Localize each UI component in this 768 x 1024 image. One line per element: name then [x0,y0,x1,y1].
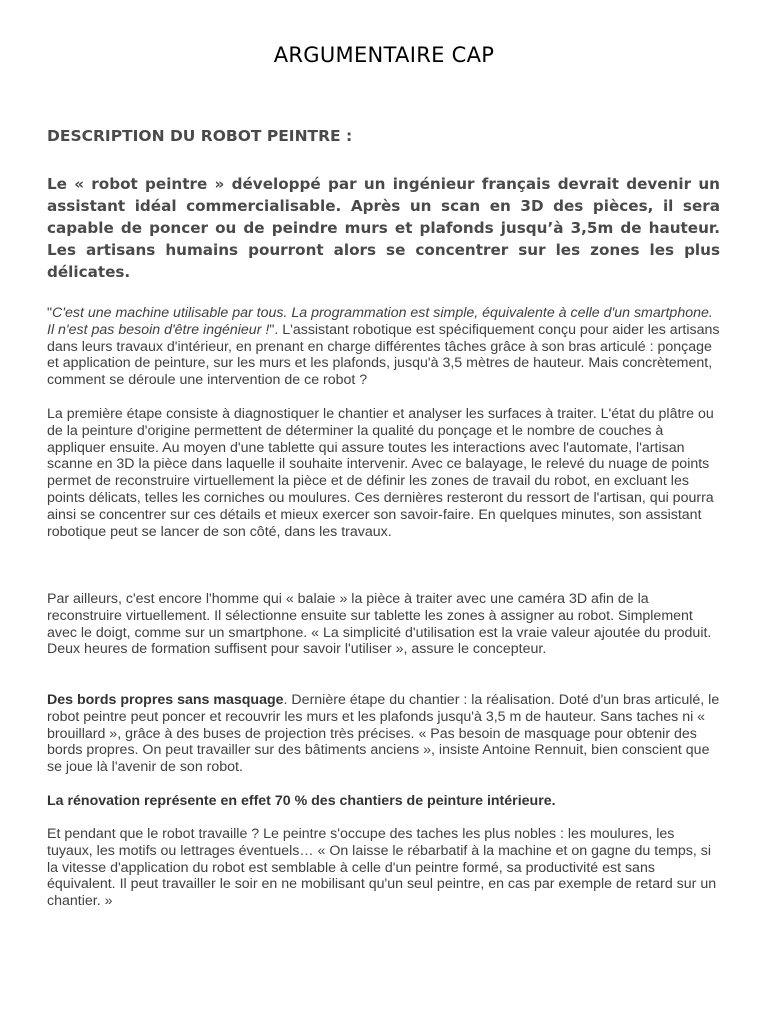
paragraph-first-step: La première étape consiste à diagnostiquer le chantier et analyser les surfaces à traiter. L'état du plâtre ou de la peinture d'origine permettent de déterminer la qualité du ponçage et le nombre de couches à appliquer ensuite. Au moyen d'une tablette qui assure toutes les interactions avec l'automate, l'artisan scanne en 3D la pièce dans laquelle il souhaite intervenir. Avec ce balayage, le relevé du nuage de points permet de reconstruire virtuellement la pièce et de définir les zones de travail du robot, en excluant les points délicats, telles les corniches ou moulures. Ces dernières resteront du ressort de l'artisan, qui pourra ainsi se concentrer sur ces détails et mieux exercer son savoir-faire. En quelques minutes, son assistant robotique peut se lancer de son côté, dans les travaux. [47,406,714,540]
paragraph-quote [47,305,723,389]
paragraph-renovation-stat: La rénovation représente en effet 70 % des chantiers de peinture intérieure. [47,793,556,809]
opening-quote-mark: " [47,305,53,321]
paragraph-painter-tasks: Et pendant que le robot travaille ? Le peintre s'occupe des taches les plus nobles : les moulures, les tuyaux, les motifs ou lettrages éventuels… « On laisse le rébarbatif à la machine et on gagne du temps, si la vitesse d'application du robot est semblable à celle d'un peintre formé, sa productivité est sans équivalent. Il peut travailler le soir en ne mobilisant qu'un seul peintre, en cas par exemple de retard sur un chantier. » [47,826,717,910]
paragraph-clean-edges [47,692,723,776]
paragraph-scan: Par ailleurs, c'est encore l'homme qui « balaie » la pièce à traiter avec une caméra 3D afin de la reconstruire virtuellement. Il sélectionne ensuite sur tablette les zones à assigner au robot. Simplement avec le doigt, comme sur un smartphone. « La simplicité d'utilisation est la vraie valeur ajoutée du produit. Deux heures de formation suffisent pour savoir l'utiliser », assure le concepteur. [47,591,712,658]
document-title: ARGUMENTAIRE CAP [273,43,495,67]
paragraph-text: . Dernière étape du chantier : la réalisation. Doté d'un bras articulé, le robot peintre peut poncer et recouvrir les murs et les plafonds jusqu'à 3,5 m de hauteur. Sans taches ni « brouillard », grâce à des buses de projection très précises. « Pas besoin de masquage pour obtenir des bords propres. On peut travailler sur des bâtiments anciens », insiste Antoine Rennuit, bien conscient que se joue là l'avenir de son robot. [47,692,720,776]
paragraph-text: ". L'assistant robotique est spécifiquement conçu pour aider les artisans dans leurs travaux d'intérieur, en prenant en charge différentes tâches grâce à son bras articulé : ponçage et application de peinture, sur les murs et les plafonds, jusqu'à 3,5 mètres de hauteur. Mais concrètement, comment se déroule une intervention de ce robot ? [47,321,720,389]
lead-paragraph: Le « robot peintre » développé par un ingénieur français devrait devenir un assistant idéal commercialisable. Après un scan en 3D des pièces, il sera capable de poncer ou de peindre murs et plafonds jusqu’à 3,5m de hauteur. Les artisans humains pourront alors se concentrer sur les zones les plus délicates. [47,175,720,281]
italic-quote: C'est une machine utilisable par tous. La programmation est simple, équivalente à celle d'un smartphone. Il n'est pas besoin d'être ingénieur ! [47,305,713,338]
bold-lead-in: Des bords propres sans masquage [47,692,284,708]
section-heading: DESCRIPTION DU ROBOT PEINTRE : [47,127,353,145]
